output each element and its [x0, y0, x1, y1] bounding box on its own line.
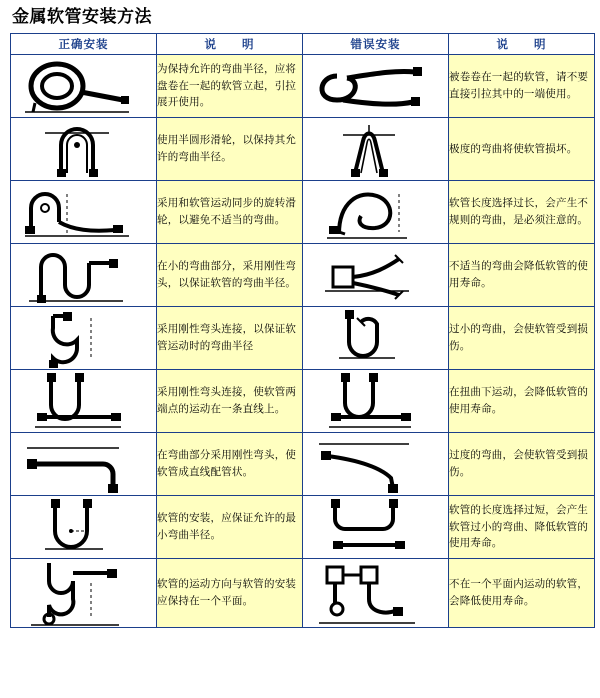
figure-correct-inline-motion: [11, 369, 157, 432]
figure-correct-coiled-hose-standing: [11, 54, 157, 117]
improper-bend-shortens-life-icon: [303, 245, 448, 305]
note-wrong: 软管的长度选择过短，会产生软管过小的弯曲、降低软管的使用寿命。: [449, 495, 595, 558]
motion-out-of-plane-icon: [303, 559, 448, 627]
table-header: [11, 33, 595, 54]
note-correct: 为保持允许的弯曲半径，应将盘卷在一起的软管立起，引拉展开使用。: [157, 54, 303, 117]
note-correct: 采用刚性弯头连接，以保证软管运动时的弯曲半径: [157, 306, 303, 369]
table-row: [11, 369, 595, 432]
header-wrong-note: 说 明: [449, 33, 595, 54]
figure-wrong-over-bending: [303, 432, 449, 495]
motion-in-same-plane-icon: [11, 559, 156, 627]
page-title: 金属软管安装方法: [12, 7, 152, 27]
header-wrong-install: 错误安装: [303, 33, 449, 54]
straight-pipe-with-elbow-icon: [11, 434, 156, 494]
coiled-hose-pulled-icon: [303, 56, 448, 116]
figure-wrong-coiled-hose-pulled: [303, 54, 449, 117]
note-correct: 在小的弯曲部分，采用刚性弯头，以保证软管的弯曲半径。: [157, 243, 303, 306]
table-header-row: [11, 33, 595, 54]
figure-correct-rigid-elbow-connection: [11, 306, 157, 369]
figure-correct-rigid-elbow-small-bend: [11, 243, 157, 306]
synchronized-rotating-sheave-icon: [11, 182, 156, 242]
table-row: [11, 432, 595, 495]
figure-wrong-too-small-bend: [303, 306, 449, 369]
figure-wrong-improper-bend: [303, 243, 449, 306]
note-wrong: 过度的弯曲，会使软管受到损伤。: [449, 432, 595, 495]
note-wrong: 软管长度选择过长，会产生不规则的弯曲，是必须注意的。: [449, 180, 595, 243]
minimum-bend-radius-u-icon: [11, 497, 156, 557]
note-wrong: 不适当的弯曲会降低软管的使用寿命。: [449, 243, 595, 306]
figure-wrong-torsion-motion: [303, 369, 449, 432]
note-correct: 采用刚性弯头连接，使软管两端点的运动在一条直线上。: [157, 369, 303, 432]
too-long-small-bend-icon: [303, 497, 448, 557]
over-bending-damage-icon: [303, 434, 448, 494]
figure-correct-min-bend-radius: [11, 495, 157, 558]
rigid-elbow-inline-motion-icon: [11, 371, 156, 431]
table-row: [11, 558, 595, 627]
header-correct-install: 正确安装: [11, 33, 157, 54]
header-correct-note: 说 明: [157, 33, 303, 54]
note-wrong: 极度的弯曲将使软管损坏。: [449, 117, 595, 180]
figure-wrong-too-long-small-bend: [303, 495, 449, 558]
rigid-elbow-connection-icon: [11, 308, 156, 368]
sharp-bend-icon: [303, 119, 448, 179]
table-row: [11, 306, 595, 369]
table-body: [11, 54, 595, 627]
coiled-hose-standing-icon: [11, 56, 156, 116]
table-row: [11, 243, 595, 306]
figure-wrong-excess-length: [303, 180, 449, 243]
torsion-motion-icon: [303, 371, 448, 431]
table-row: [11, 495, 595, 558]
note-wrong: 在扭曲下运动，会降低软管的使用寿命。: [449, 369, 595, 432]
excess-length-irregular-bend-icon: [303, 182, 448, 242]
table-row: [11, 54, 595, 117]
note-wrong: 被卷卷在一起的软管，请不要直接引拉其中的一端使用。: [449, 54, 595, 117]
note-correct: 采用和软管运动同步的旋转滑轮，以避免不适当的弯曲。: [157, 180, 303, 243]
note-wrong: 不在一个平面内运动的软管，会降低使用寿命。: [449, 558, 595, 627]
semicircle-sheave-icon: [11, 119, 156, 179]
figure-correct-synchronized-sheave: [11, 180, 157, 243]
note-correct: 使用半圆形滑轮，以保持其允许的弯曲半径。: [157, 117, 303, 180]
rigid-elbow-small-bend-icon: [11, 245, 156, 305]
table-row: [11, 117, 595, 180]
table-row: [11, 180, 595, 243]
figure-correct-straight-pipe-elbow: [11, 432, 157, 495]
figure-correct-semicircle-sheave: [11, 117, 157, 180]
note-wrong: 过小的弯曲，会使软管受到损伤。: [449, 306, 595, 369]
note-correct: 软管的运动方向与软管的安装应保持在一个平面。: [157, 558, 303, 627]
hose-installation-table: [10, 33, 595, 628]
note-correct: 在弯曲部分采用刚性弯头，使软管成直线配管状。: [157, 432, 303, 495]
note-correct: 软管的安装，应保证允许的最小弯曲半径。: [157, 495, 303, 558]
figure-correct-same-plane-motion: [11, 558, 157, 627]
figure-wrong-out-of-plane-motion: [303, 558, 449, 627]
figure-wrong-sharp-bend: [303, 117, 449, 180]
too-small-bend-damage-icon: [303, 308, 448, 368]
